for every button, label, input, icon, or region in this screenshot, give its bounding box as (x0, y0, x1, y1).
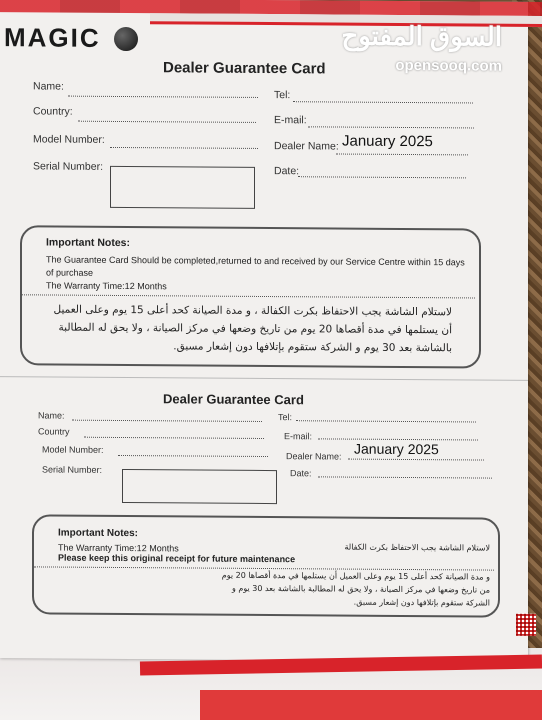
card1-email-line (308, 126, 474, 128)
card2-model-label: Model Number: (42, 444, 104, 455)
card2-title: Dealer Guarantee Card (163, 391, 304, 408)
card2-notes-box (32, 514, 500, 617)
card2-serial-box (122, 469, 277, 504)
card2-dealer-line (348, 459, 484, 461)
card2-arabic-top: لاستلام الشاشة يجب الاحتفاظ بكرت الكفالة (344, 542, 490, 553)
card1-email-label: E-mail: (274, 114, 307, 127)
card1-notes-divider (22, 294, 475, 298)
card1-country-label: Country: (33, 105, 73, 118)
card2-serial-label: Serial Number: (42, 464, 103, 475)
card2-tel-label: Tel: (278, 412, 293, 423)
card2-notes-title: Important Notes: (58, 527, 138, 540)
card2-date-label: Date: (290, 468, 312, 479)
card1-model-label: Model Number: (33, 133, 105, 146)
card2-dealer-value: January 2025 (354, 440, 439, 458)
card2-notes-line2: Please keep this original receipt for future maintenance (58, 552, 296, 565)
card2-email-label: E-mail: (284, 431, 313, 442)
card1-arabic-notes: لاستلام الشاشة يجب الاحتفاظ بكرت الكفالة ، و مدة الصيانة كحد أعلى 15 يوم وعلى العميل أن يستلمها في مدة أقصاها 20 يوم من تاريخ وضعها في مركز الصيانة ، ولا يحق له المطالبة بالشاشة بعد 30 يوم و الشركة ستقوم بإتلافها دون إشعار مسبق. (53, 303, 452, 354)
card1-model-line (110, 147, 258, 149)
card1-name-label: Name: (33, 80, 64, 93)
card2-name-label: Name: (38, 410, 65, 421)
red-folder (200, 690, 542, 720)
card1-notes-box (20, 225, 481, 368)
fold-line (0, 376, 528, 381)
card1-notes-line2: The Warranty Time:12 Months (46, 280, 167, 292)
card1-serial-label: Serial Number: (33, 160, 104, 173)
card1-name-line (68, 96, 258, 98)
card2-notes-line1: The Warranty Time:12 Months (58, 542, 179, 554)
card1-title: Dealer Guarantee Card (163, 59, 326, 78)
card1-tel-label: Tel: (274, 89, 291, 102)
globe-icon (114, 27, 138, 51)
card2-country-label: Country (38, 426, 70, 437)
card1-date-line (298, 176, 466, 178)
card1-serial-box (110, 166, 255, 209)
card1-notes-title: Important Notes: (46, 236, 130, 250)
qr-code-icon (516, 614, 536, 636)
card2-country-line (84, 437, 264, 439)
watermark-arabic: السوق المفتوح (341, 20, 502, 52)
card1-dealer-line (336, 154, 468, 156)
card2-model-line (118, 455, 268, 457)
card1-tel-line (293, 101, 473, 103)
card2-date-line (318, 476, 492, 478)
card1-notes-line1: The Guarantee Card Should be completed,returned to and received by our Service Centre within 15 days of purchase (46, 254, 465, 278)
card2-arabic-notes: و مدة الصيانة كحد أعلى 15 يوم وعلى العميل أن يستلمها في مدة أقصاها 20 يوم من تاريخ وضعها في مركز الصيانة ، ولا يحق له المطالبة بالشاشة بعد 30 يوم و الشركة ستقوم بإتلافها دون إشعار مسبق. (221, 570, 490, 608)
card2-tel-line (296, 420, 476, 422)
card2-name-line (72, 420, 262, 422)
card2-dealer-label: Dealer Name: (286, 451, 342, 462)
card1-country-line (78, 121, 256, 123)
card1-dealer-label: Dealer Name: (274, 140, 339, 153)
watermark-english: opensooq.com (395, 56, 502, 75)
card1-dealer-value: January 2025 (342, 132, 433, 151)
card1-date-label: Date: (274, 165, 300, 178)
brand-logo: MAGIC (4, 22, 101, 53)
